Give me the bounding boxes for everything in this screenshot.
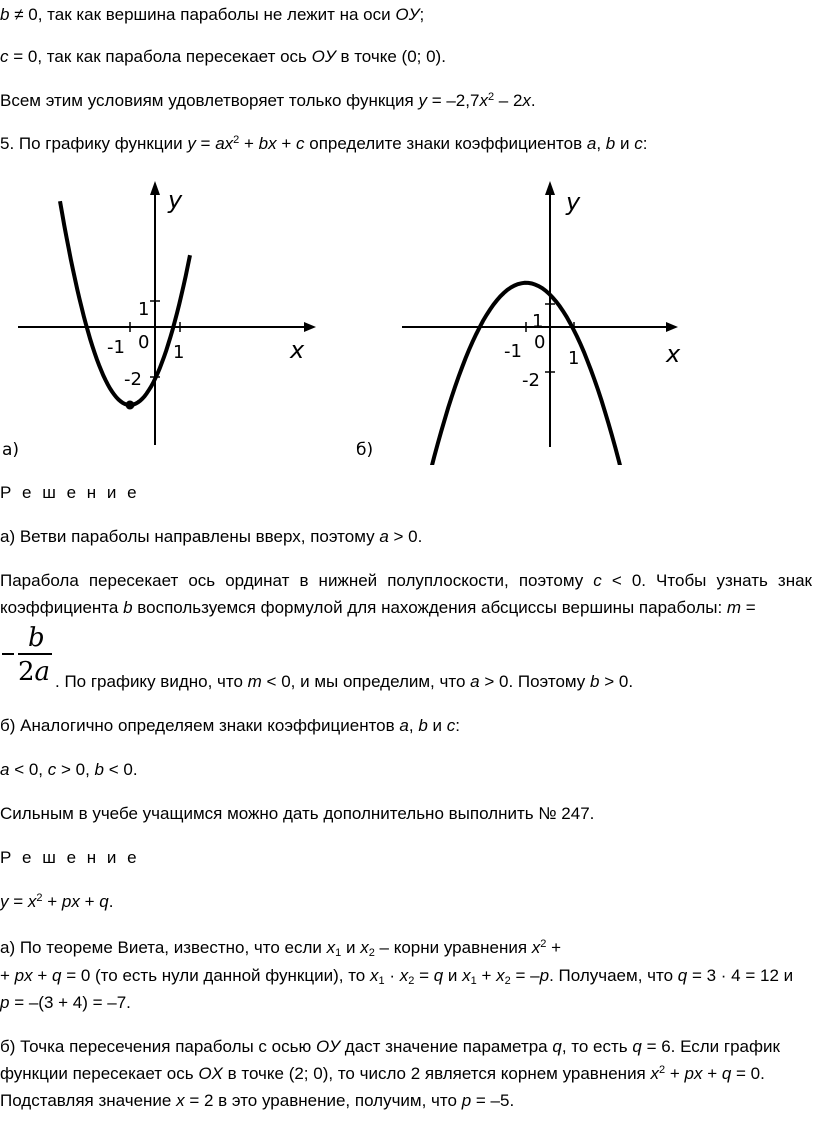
solution-p2-line1: Парабола пересекает ось ординат в нижней полуплоскости, поэтому c < 0. Чтобы узнать знак — [0, 571, 812, 590]
text-line-b-condition: b ≠ 0, так как вершина параболы не лежит на оси OУ; — [0, 5, 425, 24]
part-b-line3: Подставляя значение x = 2 в это уравнение, получим, что p = –5. — [0, 1091, 515, 1110]
graph-a-caption: а) — [2, 440, 20, 460]
graph-a — [0, 175, 360, 465]
equation-line: $y = x^2$ + px + q. — [0, 892, 114, 911]
graph-b-label-1y: 1 — [532, 311, 544, 332]
graph-a-y-label: y — [168, 186, 183, 214]
graph-a-label-m1x: -1 — [107, 337, 125, 358]
graph-b-label-m1x: -1 — [504, 341, 522, 362]
graph-a-label-1x: 1 — [173, 342, 185, 363]
text-line-answer: Всем этим условиям удовлетворяет только функция $y = -2,7x^2 - 2x$. — [0, 91, 536, 110]
graph-a-x-label: x — [290, 336, 305, 364]
graph-b-caption: б) — [356, 440, 374, 460]
solution-heading-1: Р е ш е н и е — [0, 483, 140, 502]
vieta-line3: p = –(3 + 4) = –7. — [0, 993, 131, 1012]
text-line-c-condition: c = 0, так как парабола пересекает ось OУ в точке (0; 0). — [0, 47, 446, 66]
graph-b-label-0: 0 — [534, 332, 546, 353]
graph-a-x-arrow — [304, 322, 316, 332]
solution-p2-line2: коэффициента b воспользуемся формулой для нахождения абсциссы вершины параболы: m = — [0, 598, 756, 617]
vertex-formula-fraction — [0, 622, 60, 692]
graph-b-x-arrow — [666, 322, 678, 332]
solution-p2-line3: . По графику видно, что m < 0, и мы определим, что a > 0. Поэтому b > 0. — [55, 672, 634, 691]
graph-b-y-label: y — [566, 188, 581, 216]
graph-a-vertex-point — [126, 401, 135, 410]
solution-b-text: б) Аналогично определяем знаки коэффициентов a, b и c: — [0, 716, 460, 735]
fraction-denominator: 2a — [18, 657, 51, 687]
graph-b-label-m2y: -2 — [522, 370, 540, 391]
solution-a-text: а) Ветви параболы направлены вверх, поэтому a > 0. — [0, 527, 423, 546]
graph-a-label-m2y: -2 — [124, 369, 142, 390]
graph-b-label-1x: 1 — [568, 348, 580, 369]
part-b-line2: функции пересекает ось OX в точке (2; 0), то число 2 является корнем уравнения $x^2$ + px + q = 0. — [0, 1064, 765, 1083]
solution-heading-2: Р е ш е н и е — [0, 848, 140, 867]
solution-b-signs: a < 0, c > 0, b < 0. — [0, 760, 138, 779]
graph-b-x-label: x — [666, 340, 681, 368]
fraction-bar — [18, 653, 52, 655]
graph-b — [354, 175, 710, 465]
part-b-line1: б) Точка пересечения параболы с осью OУ даст значение параметра q, то есть q = 6. Если график — [0, 1037, 780, 1056]
graph-a-label-1y: 1 — [138, 299, 150, 320]
graph-b-y-arrow — [545, 181, 555, 195]
text-line-task5: 5. По графику функции $y = ax^2$ + bx + c определите знаки коэффициентов a, b и c: — [0, 134, 648, 153]
fraction-minus — [2, 653, 14, 655]
vieta-line2: + px + q = 0 (то есть нули данной функции), то $x_1 \cdot x_2 = q$ и $x_1 + x_2 = -p$. Получаем, что q = 3 · 4 = 12 и — [0, 966, 794, 987]
fraction-numerator: b — [28, 623, 45, 653]
graph-a-y-arrow — [150, 181, 160, 195]
graph-a-label-0: 0 — [138, 332, 150, 353]
vieta-line1: а) По теореме Виета, известно, что если $x_1$ и $x_2$ – корни уравнения $x^2$ + — [0, 938, 562, 959]
extra-task-text: Сильным в учебе учащимся можно дать дополнительно выполнить № 247. — [0, 804, 595, 823]
